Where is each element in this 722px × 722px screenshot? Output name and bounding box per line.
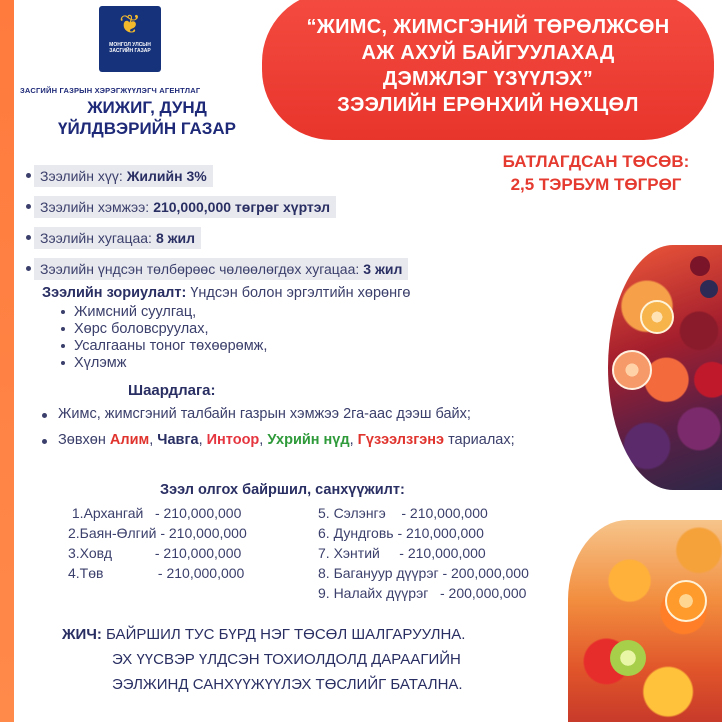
location-item: 8. Багануур дүүрэг - 200,000,000: [318, 565, 529, 581]
requirement-row: Зөвхөн Алим, Чавга, Интоор, Ухрийн нүд, Гүзээлзгэнэ тариалах;: [58, 432, 515, 448]
approved-budget: [486, 150, 706, 196]
title-banner: [262, 0, 714, 140]
title-line: ДЭМЖЛЭГ ҮЗҮҮЛЭХ”: [382, 68, 594, 90]
location-item: 4.Төв - 210,000,000: [68, 565, 245, 581]
title-line: ЗЭЭЛИЙН ЕРӨНХИЙ НӨХЦӨЛ: [337, 94, 639, 116]
loan-purpose: [42, 284, 482, 372]
list-item: Усалгааны тоног төхөөрөмж,: [74, 338, 482, 355]
title-line: АЖ АХУЙ БАЙГУУЛАХАД: [361, 42, 615, 64]
term-label: Зээлийн үндсэн төлбөрөөс чөлөөлөгдөх хугацаа:: [40, 261, 360, 277]
location-item: 2.Баян-Өлгий - 210,000,000: [68, 525, 247, 541]
loan-term-row: [34, 165, 408, 187]
note-label: ЖИЧ:: [62, 626, 102, 643]
purpose-items: [74, 304, 482, 372]
org-name-line1: ЖИЖИГ, ДУНД: [87, 98, 207, 117]
emblem-text: МОНГОЛ УЛСЫН ЗАСГИЙН ГАЗАР: [109, 42, 151, 54]
cherry-icon: [690, 256, 710, 276]
term-bar: [34, 258, 408, 280]
location-item: 5. Сэлэнгэ - 210,000,000: [318, 505, 488, 521]
note-line: [62, 622, 582, 647]
requirement-text: Жимс, жимсгэний талбайн газрын хэмжээ 2га-аас дээш байх;: [58, 406, 471, 422]
term-value: 210,000,000 төгрөг хүртэл: [153, 199, 331, 215]
bullet-icon: [42, 439, 47, 444]
requirement-suffix: тариалах;: [448, 432, 515, 448]
requirements-heading: Шаардлага:: [128, 382, 216, 399]
org-name-line2: ҮЙЛДВЭРИЙН ГАЗАР: [58, 119, 236, 138]
purpose-value: Үндсэн болон эргэлтийн хөрөнгө: [190, 285, 411, 301]
title-line: “ЖИМС, ЖИМСГЭНИЙ ТӨРӨЛЖСӨН: [306, 16, 670, 38]
purpose-label: Зээлийн зориулалт:: [42, 285, 187, 301]
term-bar: [34, 196, 336, 218]
loan-terms-list: [34, 165, 408, 289]
note-line: ЭЭЛЖИНД САНХҮҮЖҮҮЛЭХ ТӨСЛИЙГ БАТАЛНА.: [112, 676, 463, 693]
locations-column-1: [68, 503, 247, 583]
term-label: Зээлийн хүү:: [40, 168, 123, 184]
loan-term-row: [34, 227, 408, 249]
soyombo-icon: ❦: [119, 9, 141, 39]
list-item: Жимсний суулгац,: [74, 304, 482, 321]
fruit-currant: Ухрийн нүд: [267, 432, 350, 448]
fruit-photo-corner: [568, 520, 722, 722]
list-item: Хөрс боловсруулах,: [74, 321, 482, 338]
term-label: Зээлийн хугацаа:: [40, 230, 152, 246]
agency-name: ЗАСГИЙН ГАЗРЫН ХЭРЭГЖҮҮЛЭГЧ АГЕНТЛАГ: [20, 86, 201, 95]
location-item: 3.Ховд - 210,000,000: [68, 545, 242, 561]
lime-icon: [610, 640, 646, 676]
budget-value: 2,5 ТЭРБУМ ТӨГРӨГ: [510, 175, 682, 194]
term-label: Зээлийн хэмжээ:: [40, 199, 150, 215]
requirement-row: [58, 406, 471, 422]
term-bar: [34, 227, 201, 249]
term-value: Жилийн 3%: [126, 168, 207, 184]
bullet-icon: [26, 204, 31, 209]
loan-term-row: [34, 196, 408, 218]
fruit-plum: Чавга: [157, 432, 199, 448]
note-text: БАЙРШИЛ ТУС БҮРД НЭГ ТӨСӨЛ ШАЛГАРУУЛНА.: [106, 626, 466, 643]
bullet-icon: [26, 266, 31, 271]
location-item: 7. Хэнтий - 210,000,000: [318, 545, 486, 561]
term-value: 3 жил: [363, 261, 403, 277]
left-accent-stripe: [0, 0, 14, 722]
bullet-icon: [26, 235, 31, 240]
grapefruit-icon: [612, 350, 652, 390]
note-block: [62, 622, 582, 697]
locations-column-2: [318, 503, 529, 603]
orange-icon: [640, 300, 674, 334]
loan-term-row: [34, 258, 408, 280]
fruit-apple: Алим: [109, 432, 150, 448]
term-value: 8 жил: [155, 230, 196, 246]
budget-label: БАТЛАГДСАН ТӨСӨВ:: [502, 152, 690, 171]
bullet-icon: [42, 413, 47, 418]
purpose-heading: [42, 284, 482, 302]
list-item: Хүлэмж: [74, 355, 482, 372]
bullet-icon: [26, 173, 31, 178]
orange-slice-icon: [665, 580, 707, 622]
note-line: ЭХ ҮҮСВЭР ҮЛДСЭН ТОХИОЛДОЛД ДАРААГИЙН: [112, 651, 461, 668]
requirement-prefix: Зөвхөн: [58, 432, 106, 448]
location-item: 1.Архангай - 210,000,000: [68, 505, 242, 521]
government-emblem-logo: [99, 6, 161, 72]
fruit-cherry: Интоор: [206, 432, 260, 448]
term-bar: [34, 165, 213, 187]
fruit-strawberry: Гүзээлзгэнэ: [357, 432, 445, 448]
locations-heading: Зээл олгох байршил, санхүүжилт:: [160, 482, 405, 498]
berry-icon: [700, 280, 718, 298]
location-item: 9. Налайх дүүрэг - 200,000,000: [318, 585, 527, 601]
location-item: 6. Дундговь - 210,000,000: [318, 525, 484, 541]
